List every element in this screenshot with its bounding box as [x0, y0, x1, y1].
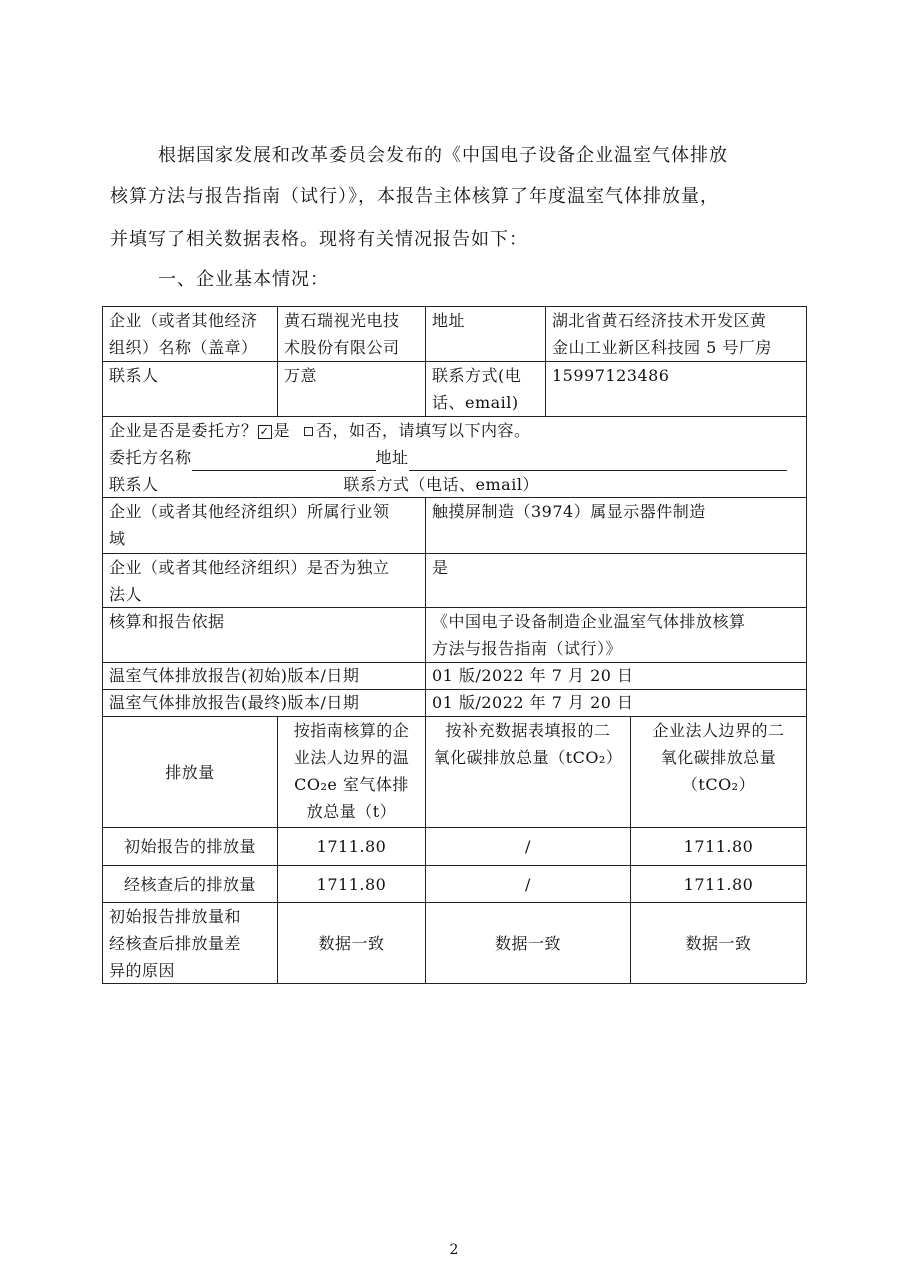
legal-person-label-line: 企业（或者其他经济组织）是否为独立 [109, 558, 390, 577]
company-name-label-line: 组织）名称（盖章） [109, 338, 258, 357]
intro-line-1: 根据国家发展和改革委员会发布的《中国电子设备企业温室气体排放 [158, 145, 728, 166]
section-heading: 一、企业基本情况： [158, 269, 329, 290]
final-version-label: 温室气体排放报告(最终)版本/日期 [109, 693, 360, 712]
col1-header-line: CO₂e 室气体排 [294, 775, 409, 794]
table-row-value: 1711.80 [683, 874, 754, 894]
table-row-label: 经核查后的排放量 [123, 874, 256, 894]
yes-label: 是 [273, 421, 291, 440]
diff-reason-label-line: 经核查后排放量差 [109, 934, 242, 953]
table-row-value: 1711.80 [316, 874, 387, 894]
page-number: 2 [449, 1242, 459, 1258]
contact-label: 联系人 [109, 366, 159, 385]
emission-header: 排放量 [165, 762, 215, 782]
diff-reason-value: 数据一致 [494, 933, 561, 953]
col1-header [278, 717, 425, 827]
col3-header-line: （tCO₂） [681, 775, 756, 794]
delegate-question: 企业是否是委托方？ [109, 421, 258, 440]
basis-label: 核算和报告依据 [109, 612, 225, 631]
delegate-name-field[interactable] [192, 452, 376, 471]
industry-value: 触摸屏制造（3974）属显示器件制造 [432, 502, 706, 521]
delegate-address-field[interactable] [409, 452, 787, 471]
basis-value-line: 方法与报告指南（试行）》 [432, 639, 623, 658]
industry-label-line: 企业（或者其他经济组织）所属行业领 [109, 502, 390, 521]
table-row-value: 1711.80 [316, 837, 387, 856]
legal-person-label [103, 554, 425, 607]
contact-method-value: 15997123486 [552, 366, 670, 385]
col3-header-line: 氧化碳排放总量 [660, 748, 777, 767]
delegate-contact-field[interactable] [159, 479, 344, 497]
basis-value-line: 《中国电子设备制造企业温室气体排放核算 [432, 612, 746, 631]
company-name-value-line: 黄石瑞视光电技 [284, 311, 400, 330]
diff-reason-label-line: 初始报告排放量和 [109, 907, 242, 926]
address-value-line: 金山工业新区科技园 5 号厂房 [552, 338, 772, 357]
address-value-line: 湖北省黄石经济技术开发区黄 [552, 311, 767, 330]
contact-value: 万意 [284, 366, 318, 385]
delegate-contact-method-label: 联系方式（电话、email） [343, 475, 539, 494]
col1-header-line: 放总量（t） [306, 802, 397, 821]
delegate-contact-row [109, 471, 800, 497]
col2-header [426, 717, 630, 827]
contact-method-label [426, 362, 545, 416]
table-row-label: 初始报告的排放量 [123, 837, 256, 856]
table-row-value: / [525, 874, 531, 894]
industry-label-line: 域 [109, 529, 126, 548]
diff-reason-label-line: 异的原因 [109, 961, 176, 980]
initial-version-label: 温室气体排放报告(初始)版本/日期 [109, 666, 360, 685]
legal-person-value: 是 [432, 558, 449, 577]
final-version-value: 01 版/2022 年 7 月 20 日 [432, 693, 634, 712]
delegate-contact-label: 联系人 [109, 475, 159, 494]
delegate-contact-method-field[interactable] [539, 479, 791, 497]
diff-reason-value: 数据一致 [318, 933, 385, 953]
delegate-name-label: 委托方名称 [109, 448, 192, 467]
address-value [546, 307, 806, 361]
contact-method-label-line: 话、email) [432, 393, 519, 412]
company-name-label [103, 307, 277, 361]
col3-header-line: 企业法人边界的二 [652, 721, 785, 740]
legal-person-label-line: 法人 [109, 585, 143, 604]
col1-header-line: 按指南核算的企 [293, 721, 410, 740]
delegate-section [103, 417, 806, 497]
col2-header-line: 按补充数据表填报的二 [445, 721, 611, 740]
col1-header-line: 业法人边界的温 [293, 748, 410, 767]
yes-checkbox-icon[interactable]: ✓ [258, 425, 272, 439]
delegate-name-row [109, 444, 800, 471]
initial-version-value: 01 版/2022 年 7 月 20 日 [432, 666, 634, 685]
col2-header-line: 氧化碳排放总量（tCO₂） [433, 748, 623, 767]
company-name-value [278, 307, 425, 361]
delegate-question-row [109, 417, 800, 444]
table-row-value: 1711.80 [683, 837, 754, 856]
company-name-label-line: 企业（或者其他经济 [109, 311, 258, 330]
intro-line-3: 并填写了相关数据表格。现将有关情况报告如下： [110, 229, 528, 250]
industry-label [103, 498, 425, 553]
contact-method-label-line: 联系方式(电 [432, 366, 522, 385]
company-name-value-line: 术股份有限公司 [284, 338, 400, 357]
no-label: 否，如否，请填写以下内容。 [316, 421, 531, 440]
intro-line-2: 核算方法与报告指南（试行）》，本报告主体核算了年度温室气体排放量， [110, 186, 719, 207]
table-row-value: / [525, 837, 531, 856]
basis-value [426, 608, 806, 662]
address-label: 地址 [432, 311, 466, 330]
delegate-address-label: 地址 [375, 448, 409, 467]
no-checkbox-icon[interactable] [304, 427, 313, 436]
diff-reason-label [103, 903, 277, 983]
col3-header [631, 717, 806, 827]
diff-reason-value: 数据一致 [685, 933, 752, 953]
